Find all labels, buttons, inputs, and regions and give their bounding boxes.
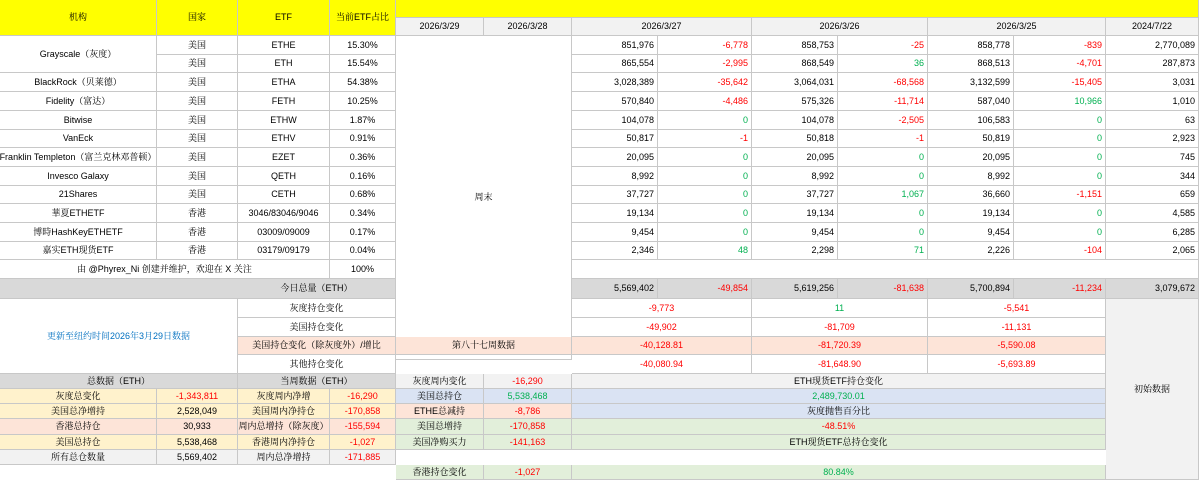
- change-0327: -49,902: [572, 318, 752, 337]
- credit-text: 由 @Phyrex_Ni 创建并维护，欢迎在 X 关注: [0, 260, 330, 279]
- total-value: -1,343,811: [157, 389, 238, 404]
- holding-0326: 575,326: [752, 92, 838, 111]
- holding-0326: 8,992: [752, 167, 838, 186]
- etf-ticker: CETH: [238, 186, 330, 204]
- holding-0326: 20,095: [752, 148, 838, 167]
- weekly-value: -16,290: [330, 389, 396, 404]
- update-note: 更新至纽约时间2026年3月29日数据: [0, 299, 238, 374]
- holding-0325: 9,454: [928, 223, 1014, 242]
- weekly-detail-value: -8,786: [484, 404, 572, 419]
- weekly-label: 周内总净增持: [238, 450, 330, 465]
- total-label: 香港总持仓: [0, 419, 157, 435]
- change-0325: -4,701: [1014, 55, 1106, 73]
- total-value: 5,569,402: [157, 450, 238, 465]
- change-0327: 0: [658, 111, 752, 130]
- change-0326: 36: [838, 55, 928, 73]
- weekly-detail-label: ETHE总减持: [396, 404, 484, 419]
- holding-0327: 37,727: [572, 186, 658, 204]
- empty-row: [572, 260, 1199, 279]
- holding-0325: 20,095: [928, 148, 1014, 167]
- institution-name: 21Shares: [0, 186, 157, 204]
- change-0325: 0: [1014, 223, 1106, 242]
- institution-name: 博時HashKeyETHETF: [0, 223, 157, 242]
- etf-ticker: QETH: [238, 167, 330, 186]
- change-0325: 0: [1014, 111, 1106, 130]
- weekly-detail-label: 香港持仓变化: [396, 465, 484, 480]
- weekly-value: -1,027: [330, 435, 396, 450]
- change-0326: 0: [838, 167, 928, 186]
- change-0325: 10,966: [1014, 92, 1106, 111]
- etf-share: 10.25%: [330, 92, 396, 111]
- etf-share: 0.04%: [330, 242, 396, 260]
- etf-summary-cell: ETH现货ETF总持仓变化: [572, 435, 1106, 450]
- initial-data-label: 初始数据: [1106, 299, 1199, 480]
- holding-0327: 9,454: [572, 223, 658, 242]
- today-d26: 5,619,256: [752, 279, 838, 299]
- change-0325: -11,131: [928, 318, 1106, 337]
- credit-share: 100%: [330, 260, 396, 279]
- holding-initial: 659: [1106, 186, 1199, 204]
- change-label: 美国持仓变化: [238, 318, 396, 337]
- holding-0326: 9,454: [752, 223, 838, 242]
- change-0327: 48: [658, 242, 752, 260]
- change-label: 灰度持仓变化: [238, 299, 396, 318]
- holding-0326: 858,753: [752, 36, 838, 55]
- institution-name: Fidelity（富达）: [0, 92, 157, 111]
- total-label: 美国总净增持: [0, 404, 157, 419]
- weekly-value: -170,858: [330, 404, 396, 419]
- change-0327: -40,080.94: [572, 355, 752, 374]
- change-0326: -68,568: [838, 73, 928, 92]
- holding-0327: 3,028,389: [572, 73, 658, 92]
- weekly-detail-label: 美国总增持: [396, 419, 484, 435]
- change-0327: -1: [658, 130, 752, 148]
- country: 香港: [157, 204, 238, 223]
- change-0326: -81,709: [752, 318, 928, 337]
- today-c26: -81,638: [838, 279, 928, 299]
- country: 美国: [157, 167, 238, 186]
- institution-name: Franklin Templeton（富兰克林邓普顿）: [0, 148, 157, 167]
- country: 美国: [157, 36, 238, 55]
- holding-initial: 2,770,089: [1106, 36, 1199, 55]
- etf-summary-cell: 灰度抛售百分比: [572, 404, 1106, 419]
- change-0327: 0: [658, 223, 752, 242]
- header-date: 2024/7/22: [1106, 18, 1199, 36]
- holding-initial: 6,285: [1106, 223, 1199, 242]
- total-label: 美国总持仓: [0, 435, 157, 450]
- country: 美国: [157, 148, 238, 167]
- institution-name: Bitwise: [0, 111, 157, 130]
- holding-0327: 2,346: [572, 242, 658, 260]
- change-0325: 0: [1014, 167, 1106, 186]
- weekly-label: 美国周内净持仓: [238, 404, 330, 419]
- institution-name: Invesco Galaxy: [0, 167, 157, 186]
- change-label: 其他持仓变化: [238, 355, 396, 374]
- institution-name: 華夏ETHETF: [0, 204, 157, 223]
- etf-share: 0.36%: [330, 148, 396, 167]
- etf-ticker: ETHE: [238, 36, 330, 55]
- holding-initial: 63: [1106, 111, 1199, 130]
- holding-0326: 104,078: [752, 111, 838, 130]
- etf-share: 0.91%: [330, 130, 396, 148]
- etf-ticker: ETHV: [238, 130, 330, 148]
- etf-ticker: 03179/09179: [238, 242, 330, 260]
- etf-share: 0.34%: [330, 204, 396, 223]
- change-0327: 0: [658, 167, 752, 186]
- total-value: 5,538,468: [157, 435, 238, 450]
- etf-ticker: EZET: [238, 148, 330, 167]
- weekly-detail-label: 美国净购买力: [396, 435, 484, 450]
- header-share: 当前ETF占比: [330, 0, 396, 36]
- change-0327: -35,642: [658, 73, 752, 92]
- weekly-detail-value: 5,538,468: [484, 389, 572, 404]
- header-etf: ETF: [238, 0, 330, 36]
- header-date: 2026/3/28: [484, 18, 572, 36]
- weekly-data-header: 当周数据（ETH）: [238, 374, 396, 389]
- etf-share: 15.54%: [330, 55, 396, 73]
- total-data-header: 总数据（ETH）: [0, 374, 238, 389]
- total-value: 30,933: [157, 419, 238, 435]
- etf-share: 15.30%: [330, 36, 396, 55]
- today-d27: 5,569,402: [572, 279, 658, 299]
- country: 美国: [157, 55, 238, 73]
- change-0326: 0: [838, 148, 928, 167]
- etf-ticker: 03009/09009: [238, 223, 330, 242]
- weekly-label: 周内总增持（除灰度）: [238, 419, 330, 435]
- holding-0325: 3,132,599: [928, 73, 1014, 92]
- etf-summary-cell: 2,489,730.01: [572, 389, 1106, 404]
- change-0325: 0: [1014, 130, 1106, 148]
- change-0325: -5,541: [928, 299, 1106, 318]
- header-band: [396, 0, 1199, 18]
- institution-name: BlackRock（贝莱德）: [0, 73, 157, 92]
- header-country: 国家: [157, 0, 238, 36]
- change-0326: 71: [838, 242, 928, 260]
- etf-summary-cell: -48.51%: [572, 419, 1106, 435]
- holding-0325: 50,819: [928, 130, 1014, 148]
- holding-0327: 19,134: [572, 204, 658, 223]
- change-0326: 1,067: [838, 186, 928, 204]
- change-0325: -5,590.08: [928, 337, 1106, 355]
- change-0327: -4,486: [658, 92, 752, 111]
- change-0325: -839: [1014, 36, 1106, 55]
- today-total-label: 今日总量（ETH）: [238, 279, 396, 299]
- header-date: 2026/3/27: [572, 18, 752, 36]
- header-date: 2026/3/26: [752, 18, 928, 36]
- holding-0325: 36,660: [928, 186, 1014, 204]
- holding-0326: 3,064,031: [752, 73, 838, 92]
- holding-0325: 2,226: [928, 242, 1014, 260]
- weekly-label: 香港周内净持仓: [238, 435, 330, 450]
- holding-0327: 865,554: [572, 55, 658, 73]
- weekend-label: 周末: [396, 36, 572, 360]
- holding-initial: 344: [1106, 167, 1199, 186]
- change-0326: -2,505: [838, 111, 928, 130]
- country: 美国: [157, 111, 238, 130]
- today-init: 3,079,672: [1106, 279, 1199, 299]
- change-0325: -5,693.89: [928, 355, 1106, 374]
- weekly-detail-value: -16,290: [484, 374, 572, 389]
- country: 美国: [157, 186, 238, 204]
- holding-0327: 570,840: [572, 92, 658, 111]
- etf-share: 0.17%: [330, 223, 396, 242]
- header-date: 2026/3/25: [928, 18, 1106, 36]
- holding-initial: 2,923: [1106, 130, 1199, 148]
- holding-0326: 2,298: [752, 242, 838, 260]
- holding-0327: 20,095: [572, 148, 658, 167]
- change-0327: -6,778: [658, 36, 752, 55]
- holding-0325: 587,040: [928, 92, 1014, 111]
- change-0326: -81,720.39: [752, 337, 928, 355]
- holding-0325: 106,583: [928, 111, 1014, 130]
- institution-name: Grayscale（灰度）: [0, 36, 157, 73]
- country: 美国: [157, 92, 238, 111]
- country: 香港: [157, 242, 238, 260]
- change-0325: -15,405: [1014, 73, 1106, 92]
- etf-share: 0.16%: [330, 167, 396, 186]
- change-0327: -40,128.81: [572, 337, 752, 355]
- change-0326: -1: [838, 130, 928, 148]
- total-value: 2,528,049: [157, 404, 238, 419]
- change-0327: 0: [658, 148, 752, 167]
- holding-0325: 8,992: [928, 167, 1014, 186]
- etf-share: 0.68%: [330, 186, 396, 204]
- holding-initial: 3,031: [1106, 73, 1199, 92]
- etf-share: 54.38%: [330, 73, 396, 92]
- etf-ticker: ETHW: [238, 111, 330, 130]
- holding-0325: 858,778: [928, 36, 1014, 55]
- weekly-value: -171,885: [330, 450, 396, 465]
- weekly-detail-value: -170,858: [484, 419, 572, 435]
- change-0326: 11: [752, 299, 928, 318]
- header-date: 2026/3/29: [396, 18, 484, 36]
- institution-name: 嘉实ETH现货ETF: [0, 242, 157, 260]
- change-0327: -9,773: [572, 299, 752, 318]
- change-0325: -1,151: [1014, 186, 1106, 204]
- change-0327: -2,995: [658, 55, 752, 73]
- weekly-detail-label: 美国总持仓: [396, 389, 484, 404]
- week-label: 第八十七周数据: [396, 337, 572, 355]
- weekly-value: -155,594: [330, 419, 396, 435]
- holding-0327: 104,078: [572, 111, 658, 130]
- holding-0326: 19,134: [752, 204, 838, 223]
- change-0325: -104: [1014, 242, 1106, 260]
- change-0326: 0: [838, 204, 928, 223]
- holding-0325: 19,134: [928, 204, 1014, 223]
- weekly-detail-value: -1,027: [484, 465, 572, 480]
- change-0326: -81,648.90: [752, 355, 928, 374]
- change-label: 美国持仓变化（除灰度外）/增比: [238, 337, 396, 355]
- today-d25: 5,700,894: [928, 279, 1014, 299]
- weekly-detail-label: 灰度周内变化: [396, 374, 484, 389]
- holding-0327: 50,817: [572, 130, 658, 148]
- weekly-detail-value: -141,163: [484, 435, 572, 450]
- etf-share: 1.87%: [330, 111, 396, 130]
- header-institution: 机构: [0, 0, 157, 36]
- holding-0326: 50,818: [752, 130, 838, 148]
- etf-ticker: 3046/83046/9046: [238, 204, 330, 223]
- country: 香港: [157, 223, 238, 242]
- holding-initial: 287,873: [1106, 55, 1199, 73]
- change-0326: -25: [838, 36, 928, 55]
- change-0326: -11,714: [838, 92, 928, 111]
- total-label: 灰度总变化: [0, 389, 157, 404]
- country: 美国: [157, 73, 238, 92]
- holding-0325: 868,513: [928, 55, 1014, 73]
- holding-0326: 868,549: [752, 55, 838, 73]
- etf-summary-cell: ETH现货ETF持仓变化: [572, 374, 1106, 389]
- today-c27: -49,854: [658, 279, 752, 299]
- change-0327: 0: [658, 186, 752, 204]
- holding-0327: 851,976: [572, 36, 658, 55]
- holding-initial: 745: [1106, 148, 1199, 167]
- holding-initial: 4,585: [1106, 204, 1199, 223]
- holding-initial: 1,010: [1106, 92, 1199, 111]
- etf-ticker: ETH: [238, 55, 330, 73]
- holding-0326: 37,727: [752, 186, 838, 204]
- change-0325: 0: [1014, 204, 1106, 223]
- country: 美国: [157, 130, 238, 148]
- holding-initial: 2,065: [1106, 242, 1199, 260]
- change-0325: 0: [1014, 148, 1106, 167]
- total-label: 所有总仓数量: [0, 450, 157, 465]
- etf-ticker: ETHA: [238, 73, 330, 92]
- holding-0327: 8,992: [572, 167, 658, 186]
- etf-ticker: FETH: [238, 92, 330, 111]
- today-c25: -11,234: [1014, 279, 1106, 299]
- institution-name: VanEck: [0, 130, 157, 148]
- etf-summary-cell: 80.84%: [572, 465, 1106, 480]
- change-0326: 0: [838, 223, 928, 242]
- change-0327: 0: [658, 204, 752, 223]
- weekly-label: 灰度周内净增: [238, 389, 330, 404]
